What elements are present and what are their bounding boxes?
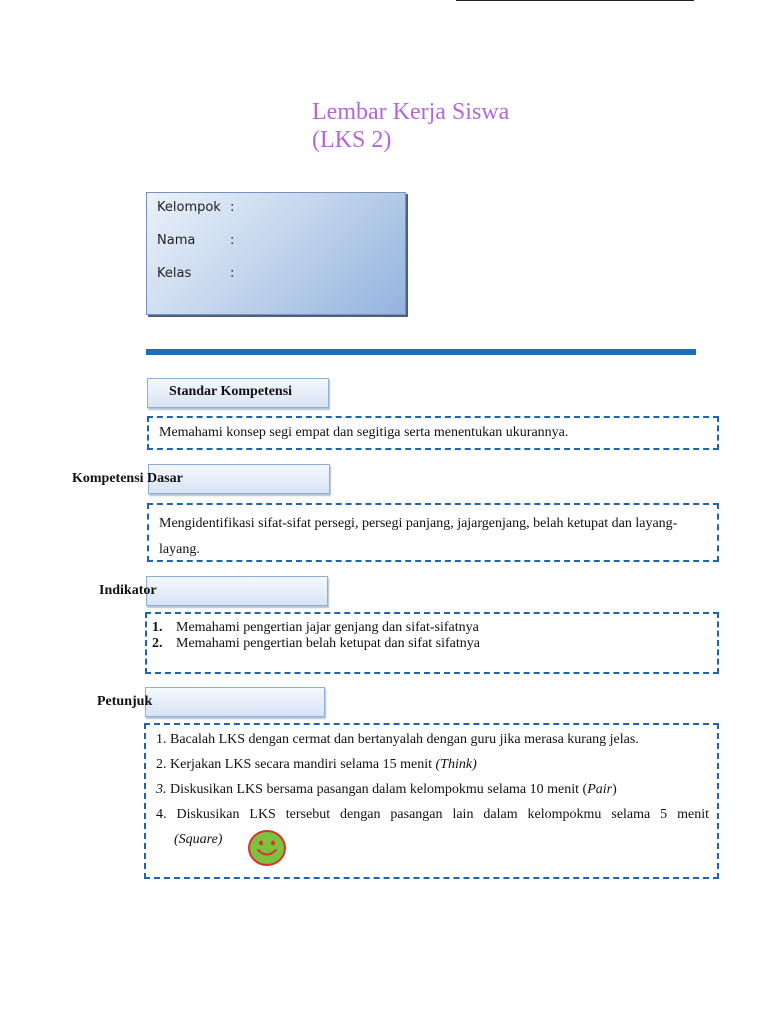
list-number: 2. — [156, 757, 167, 772]
list-emphasis: Pair — [587, 782, 613, 797]
list-item — [156, 802, 709, 827]
identity-row-kelompok — [157, 200, 235, 215]
list-number: 3. — [156, 782, 167, 797]
list-text: Bacalah LKS dengan cermat dan bertanyalah dengan guru jika merasa kurang jelas. — [170, 732, 639, 747]
identity-label: Kelompok — [157, 200, 221, 215]
identity-label: Nama — [157, 233, 196, 248]
section-divider — [146, 349, 696, 355]
identity-colon: : — [230, 233, 235, 248]
identity-label: Kelas — [157, 266, 192, 281]
list-item — [156, 827, 709, 852]
standar-label: Standar Kompetensi — [169, 384, 293, 399]
kompetensi-box — [147, 503, 719, 562]
list-text: Memahami pengertian jajar genjang dan sifat-sifatnya — [176, 620, 479, 635]
list-text: Kerjakan LKS secara mandiri selama 15 menit — [170, 757, 436, 772]
kompetensi-text: Mengidentifikasi sifat-sifat persegi, persegi panjang, jajargenjang, belah ketupat dan layang-layang. — [159, 516, 678, 557]
indikator-label: Indikator — [99, 583, 157, 598]
list-number: 2. — [152, 636, 163, 651]
indikator-box — [145, 612, 719, 674]
indikator-label-tab — [146, 576, 328, 606]
identity-box — [146, 192, 406, 315]
list-item — [149, 636, 480, 652]
petunjuk-list — [156, 727, 709, 852]
list-item — [156, 777, 709, 802]
title-line-2: (LKS 2) — [312, 127, 392, 153]
list-number: 1. — [152, 620, 163, 635]
identity-row-kelas — [157, 266, 235, 281]
list-item — [156, 727, 709, 752]
identity-row-nama — [157, 233, 235, 248]
petunjuk-label-tab — [145, 687, 325, 717]
top-rule — [456, 0, 694, 1]
list-number: 1. — [156, 732, 167, 747]
list-text: Diskusikan LKS tersebut dengan pasangan lain dalam kelompokmu selama 5 menit — [176, 807, 710, 822]
list-item — [156, 752, 709, 777]
list-number: 4. — [156, 807, 167, 822]
identity-colon: : — [230, 200, 235, 215]
identity-colon: : — [230, 266, 235, 281]
indikator-list — [149, 620, 480, 652]
title-line-1: Lembar Kerja Siswa — [312, 99, 510, 125]
list-emphasis: (Square) — [174, 832, 223, 847]
petunjuk-box — [144, 723, 719, 879]
page-title — [312, 98, 572, 154]
list-text-after: ) — [612, 782, 617, 797]
kompetensi-label: Kompetensi Dasar — [72, 471, 183, 486]
standar-text: Memahami konsep segi empat dan segitiga serta menentukan ukurannya. — [159, 425, 569, 440]
list-emphasis: (Think) — [435, 757, 477, 772]
petunjuk-label: Petunjuk — [97, 694, 153, 709]
list-text: Memahami pengertian belah ketupat dan sifat sifatnya — [176, 636, 481, 651]
list-item — [149, 620, 480, 636]
list-text: Diskusikan LKS bersama pasangan dalam kelompokmu selama 10 menit ( — [170, 782, 588, 797]
smiley-face-icon — [247, 829, 287, 867]
standar-box — [147, 416, 719, 450]
